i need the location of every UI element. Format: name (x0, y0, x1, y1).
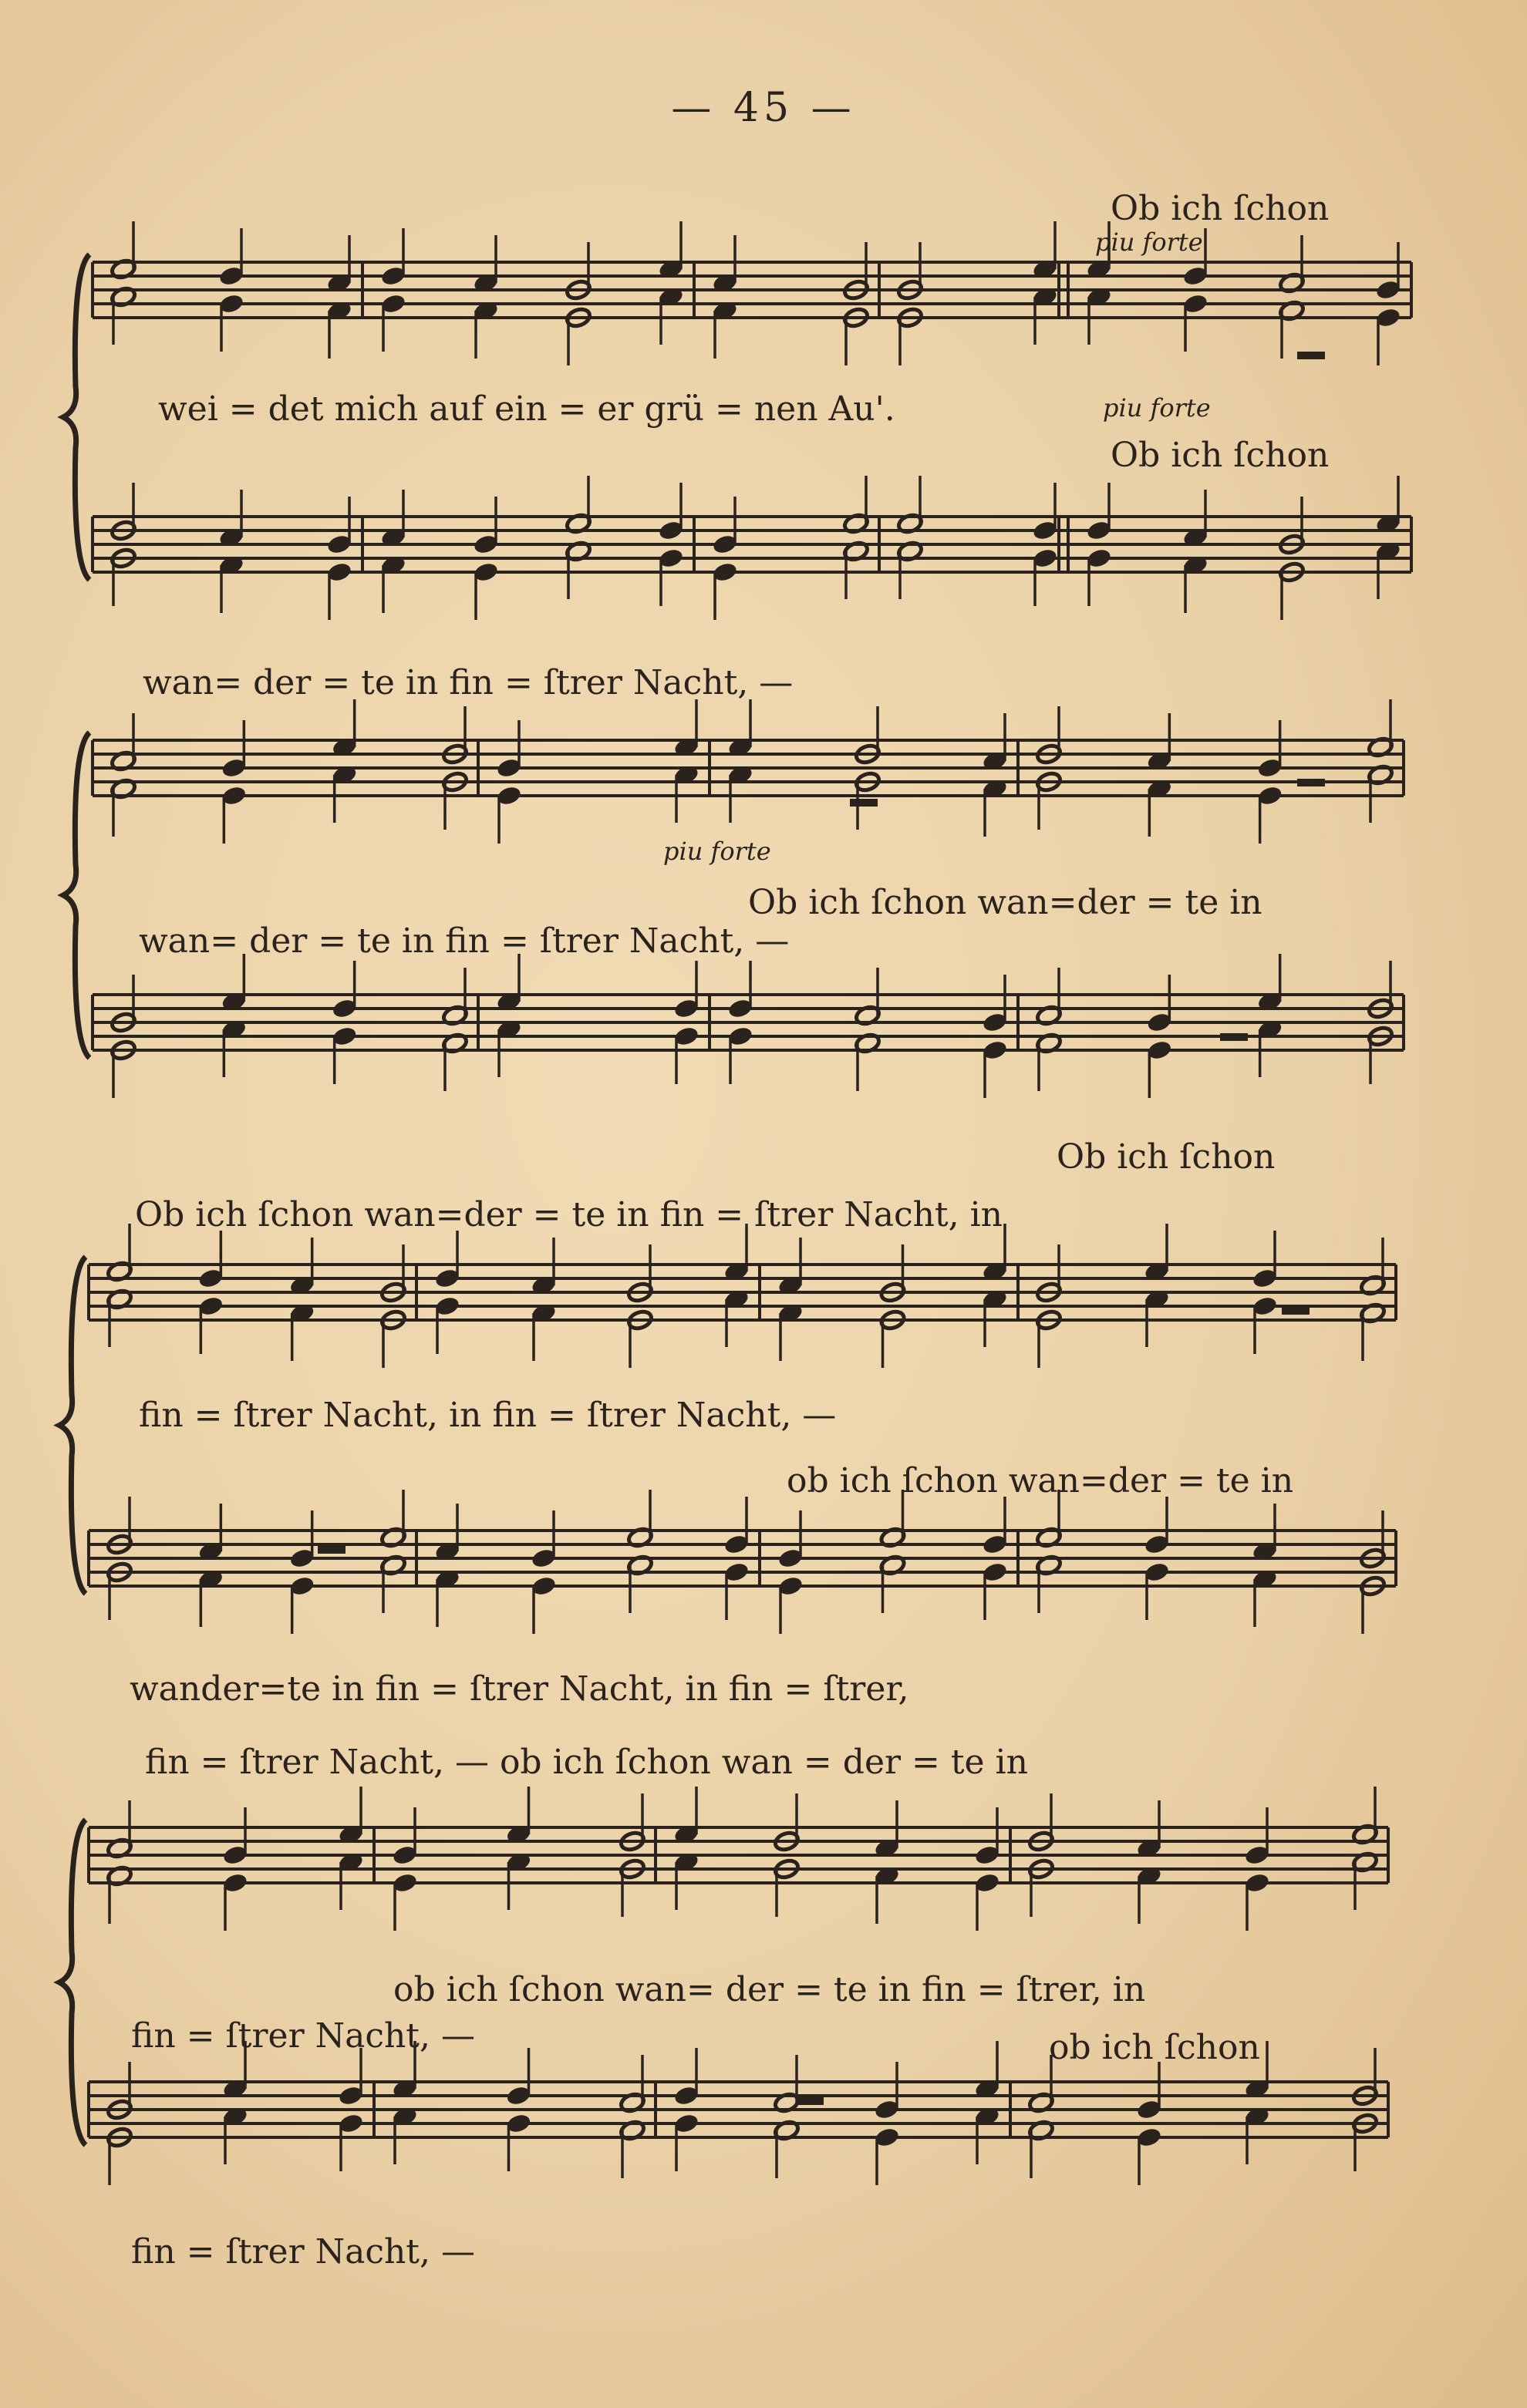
system-brace (59, 1820, 86, 2145)
dynamic-marking: piu forte (1103, 393, 1211, 423)
rest (796, 2097, 824, 2105)
lyric-system2-between-left: wan= der = te in fin = ſtrer Nacht, — (139, 921, 790, 961)
lyric-system4-between: ob ich ſchon wan= der = te in fin = ſtrer, in (393, 1970, 1146, 2009)
rest (850, 799, 878, 807)
system-brace (63, 254, 89, 580)
dynamic-marking: piu forte (1095, 227, 1203, 257)
rest (1282, 1307, 1310, 1315)
lyric-system4-above-upper: fin = ſtrer Nacht, — ob ich ſchon wan = der = te in (145, 1743, 1028, 1782)
lyric-system1-between: wei = det mich auf ein = er grü = nen Au'. (158, 389, 895, 429)
dynamic-marking: piu forte (663, 837, 771, 866)
lyric-system2-between: Ob ich ſchon wan=der = te in (748, 883, 1262, 922)
lyric-system3-below-lower: wander=te in fin = ſtrer Nacht, in fin = ſtrer, (130, 1669, 909, 1709)
lyric-system3-above-lower: ob ich ſchon wan=der = te in (787, 1461, 1294, 1500)
lyric-system1-below-lower: wan= der = te in fin = ſtrer Nacht, — (143, 663, 794, 702)
system-brace (63, 733, 89, 1058)
rest (1297, 779, 1325, 786)
lyric-system1-above-upper: Ob ich ſchon (1111, 189, 1330, 228)
rest (318, 1546, 346, 1554)
page-number: — 45 — (671, 85, 856, 131)
rest (1220, 1033, 1248, 1041)
system-brace (59, 1257, 86, 1594)
lyric-system4-between-left: fin = ſtrer Nacht, — (131, 2016, 475, 2056)
lyric-system1-above-lower: Ob ich ſchon (1111, 436, 1330, 475)
lyric-system3-above-upper: Ob ich ſchon wan=der = te in fin = ſtrer Nacht, in (135, 1195, 1003, 1234)
lyric-system4-below-lower: fin = ſtrer Nacht, — (131, 2232, 475, 2272)
lyric-system3-between: fin = ſtrer Nacht, in fin = ſtrer Nacht, — (139, 1396, 837, 1435)
lyric-system4-between-right: ob ich ſchon (1049, 2028, 1260, 2067)
lyric-system2-below-lower: Ob ich ſchon (1057, 1137, 1276, 1177)
rest (1297, 352, 1325, 359)
